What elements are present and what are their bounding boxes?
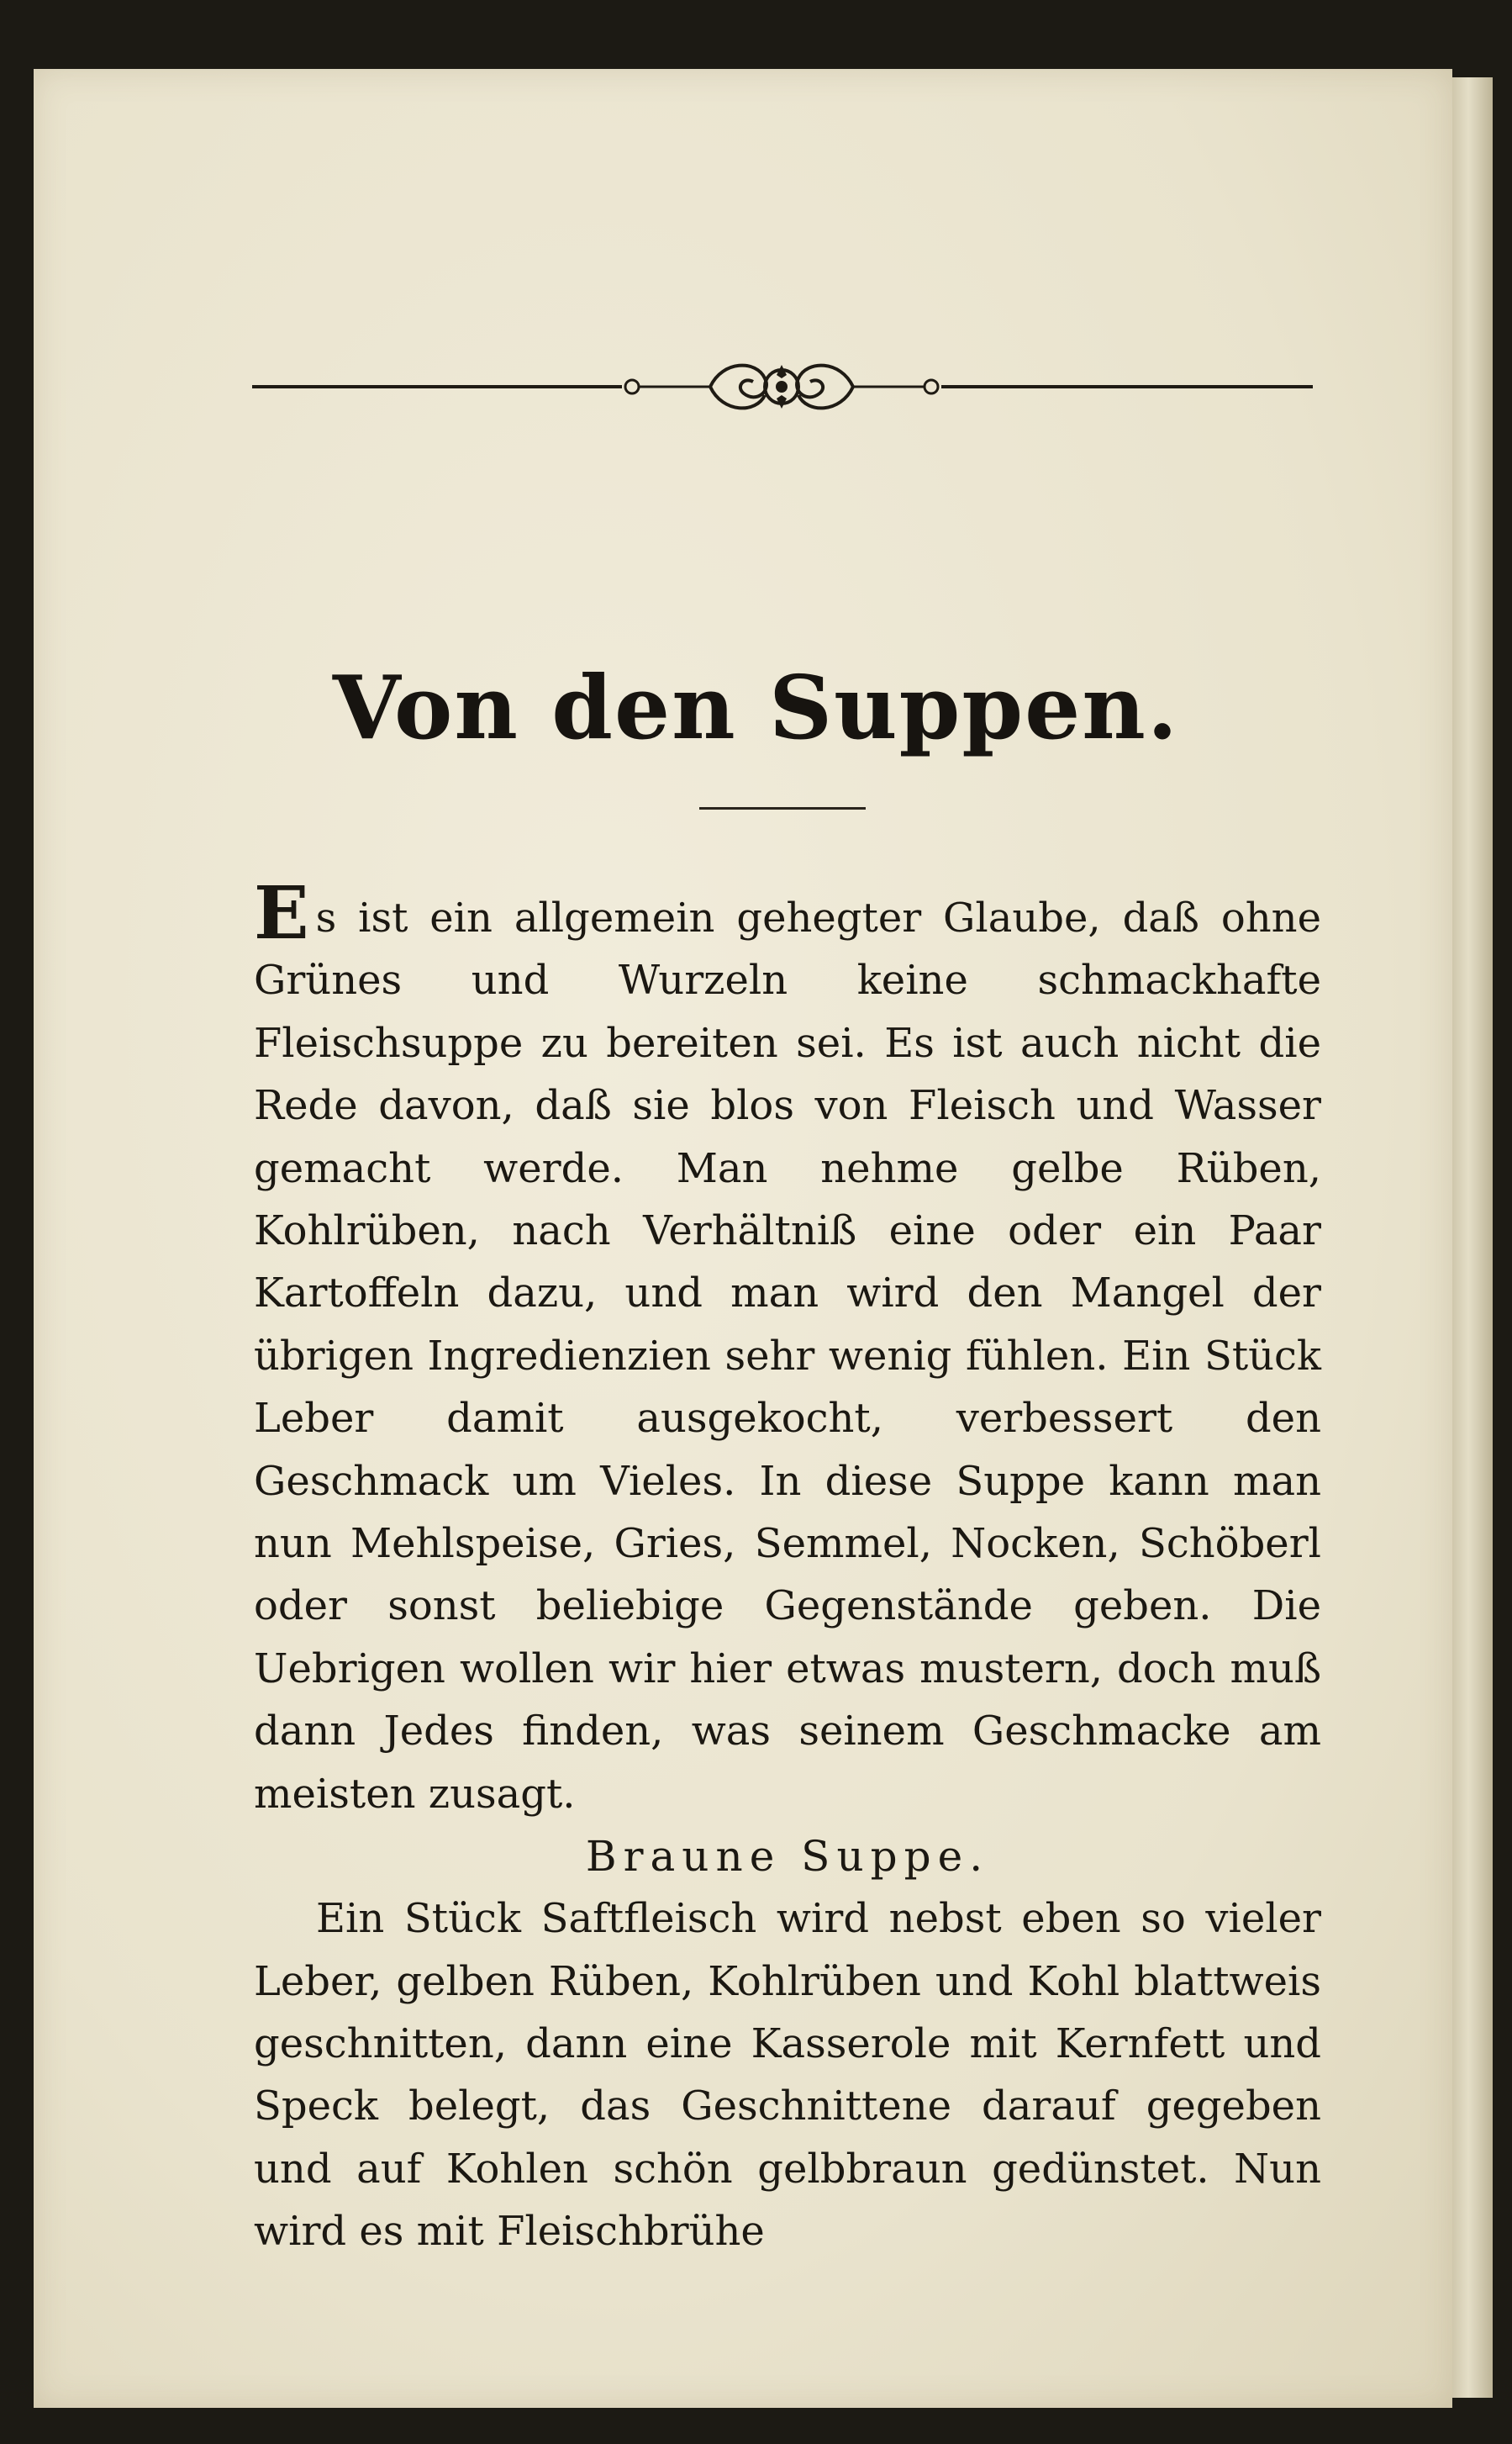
drop-cap: E [254,871,309,956]
title-rule [699,807,866,810]
paragraph-2: Ein Stück Saftfleisch wird nebst eben so vieler Leber, gelben Rüben, Kohlrüben und Kohl blattweis geschnitten, dann eine Kasserole mit Kernfett und Speck belegt, das Geschnittene darauf gegeben und auf Kohlen schön gelbbraun gedünstet. Nun wird es mit Fleischbrühe [254,1895,1321,2256]
paragraph-1 [254,871,1321,1825]
recipe-heading: Braune Suppe. [585,1832,990,1882]
body-text [254,871,1321,2263]
page-title: Von den Suppen. [332,656,1180,759]
paragraph-1-text: s ist ein allgemein gehegter Glaube, daß ohne Grünes und Wurzeln keine schmackhafte Fleischsuppe zu bereiten sei. Es ist auch nicht die Rede davon, daß sie blos von Fleisch und Wasser gemacht werde. Man nehme gelbe Rüben, Kohlrüben, nach Verhältniß eine oder ein Paar Kartoffeln dazu, und man wird den Mangel der übrigen Ingredienzien sehr wenig fühlen. Ein Stück Leber damit ausgekocht, verbessert den Geschmack um Vieles. In diese Suppe kann man nun Mehlspeise, Gries, Semmel, Nocken, Schöberl oder sonst beliebige Gegenstände geben. Die Uebrigen wollen wir hier etwas mustern, doch muß dann Jedes finden, was seinem Geschmacke am meisten zusagt. [254,895,1321,1818]
ornamental-divider [252,345,1313,429]
page-edge [1452,77,1493,2398]
